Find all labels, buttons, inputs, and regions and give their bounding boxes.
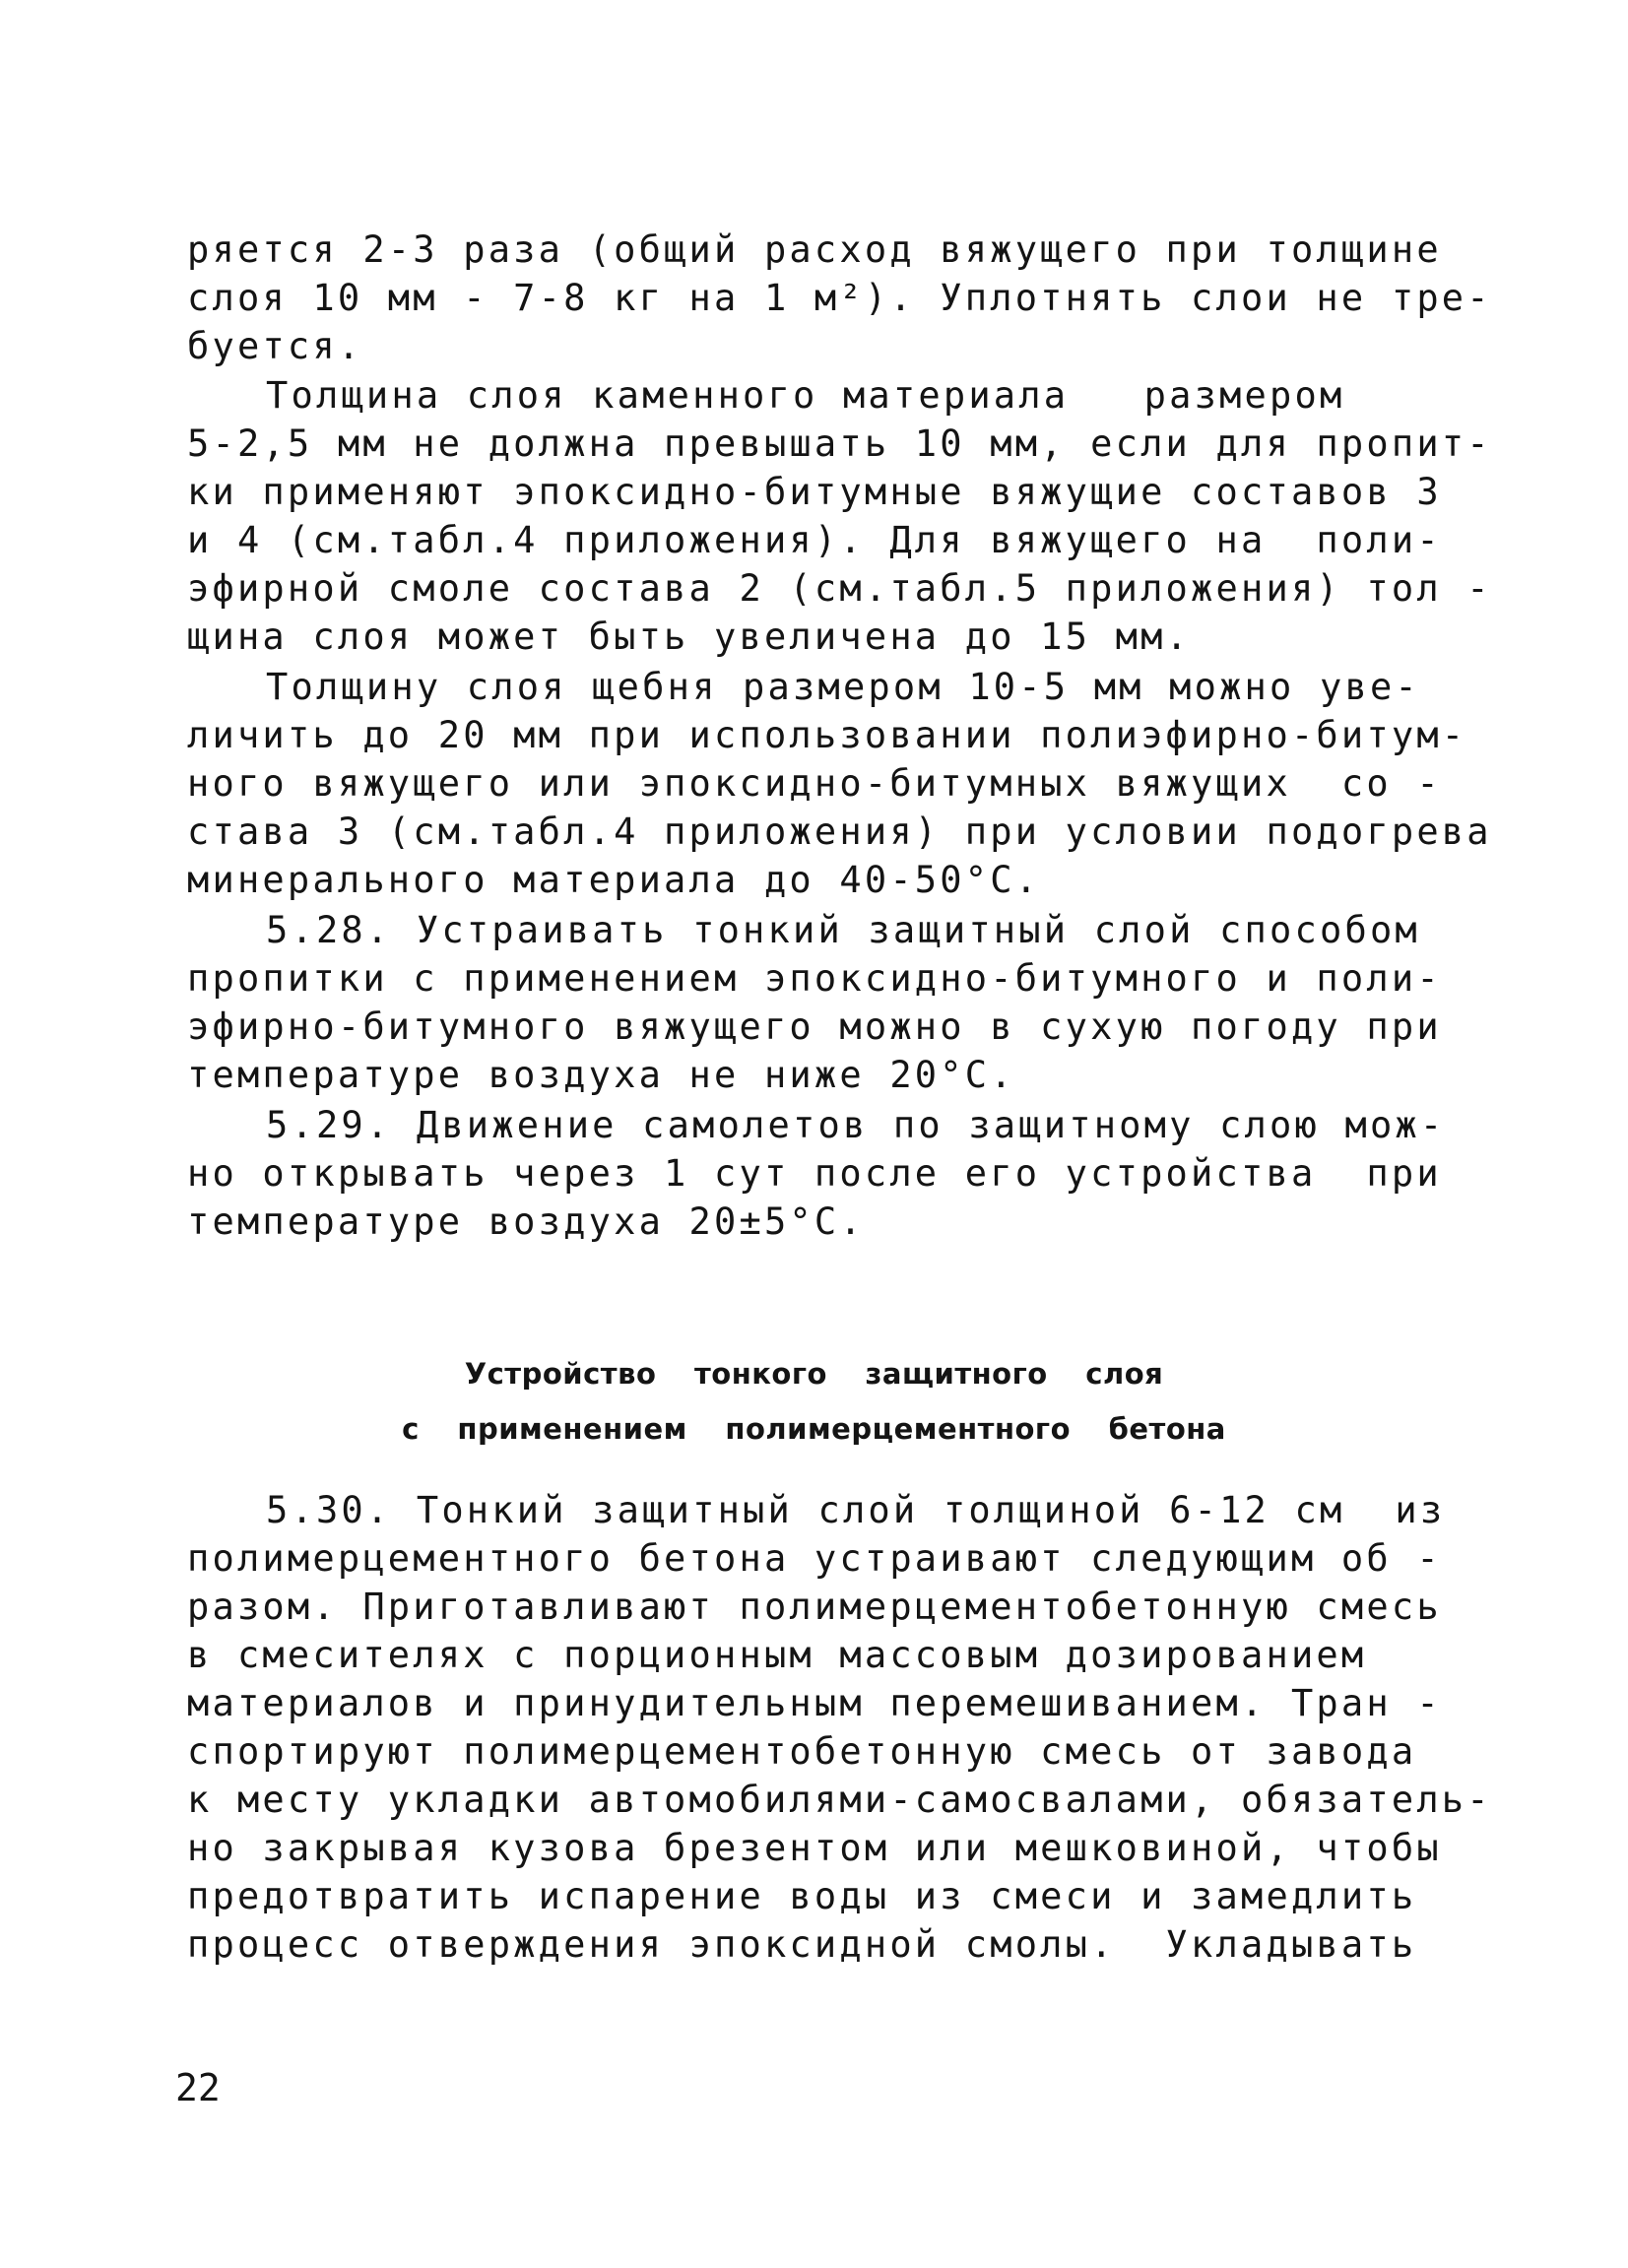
text-line: в смесителях с порционным массовым дозированием — [187, 1634, 1367, 1676]
text-line: к месту укладки автомобилями-самосвалами, обязатель- — [187, 1779, 1492, 1821]
text-line: щина слоя может быть увеличена до 15 мм. — [187, 616, 1192, 658]
text-line: 5-2,5 мм не должна превышать 10 мм, если для пропит- — [187, 422, 1492, 465]
section-heading-line-2: с применением полимерцементного бетона — [402, 1412, 1226, 1446]
text-line: Толщина слоя каменного материала размером — [266, 374, 1345, 417]
text-line: личить до 20 мм при использовании полиэфирно-битум- — [187, 714, 1467, 756]
text-line: спортируют полимерцементобетонную смесь от завода — [187, 1730, 1417, 1773]
text-line: температуре воздуха 20±5°С. — [187, 1200, 865, 1243]
text-line: 5.28. Устраивать тонкий защитный слой способом — [266, 909, 1420, 951]
text-line: пропитки с применением эпоксидно-битумного и поли- — [187, 957, 1442, 1000]
text-line: 5.30. Тонкий защитный слой толщиной 6-12 см из — [266, 1489, 1446, 1531]
text-line: но закрывая кузова брезентом или мешковиной, чтобы — [187, 1827, 1442, 1869]
text-line: буется. — [187, 325, 363, 367]
section-heading-line-1: Устройство тонкого защитного слоя — [464, 1357, 1164, 1391]
text-line: ки применяют эпоксидно-битумные вяжущие составов 3 — [187, 471, 1442, 513]
text-line: 5.29. Движение самолетов по защитному слою мож- — [266, 1104, 1446, 1146]
text-line: ного вяжущего или эпоксидно-битумных вяжущих со - — [187, 762, 1442, 805]
text-line: разом. Приготавливают полимерцементобетонную смесь — [187, 1586, 1442, 1628]
text-line: полимерцементного бетона устраивают следующим об - — [187, 1537, 1442, 1580]
text-line: материалов и принудительным перемешиванием. Тран - — [187, 1682, 1442, 1724]
text-line: Толщину слоя щебня размером 10-5 мм можно уве- — [266, 666, 1420, 708]
text-line: и 4 (см.табл.4 приложения). Для вяжущего на поли- — [187, 519, 1442, 561]
text-line: температуре воздуха не ниже 20°С. — [187, 1054, 1015, 1096]
text-line: предотвратить испарение воды из смеси и замедлить — [187, 1875, 1417, 1917]
text-line: става 3 (см.табл.4 приложения) при условии подогрева — [187, 810, 1492, 853]
text-line: процесс отверждения эпоксидной смолы. Укладывать — [187, 1923, 1417, 1966]
text-line: но открывать через 1 сут после его устройства при — [187, 1152, 1442, 1195]
text-line: ряется 2-3 раза (общий расход вяжущего при толщине — [187, 228, 1442, 271]
text-line: эфирно-битумного вяжущего можно в сухую погоду при — [187, 1005, 1442, 1048]
page-number: 22 — [175, 2066, 221, 2109]
text-line: слоя 10 мм - 7-8 кг на 1 м²). Уплотнять слои не тре- — [187, 277, 1492, 319]
text-line: минерального материала до 40-50°С. — [187, 859, 1041, 901]
text-line: эфирной смоле состава 2 (см.табл.5 приложения) тол - — [187, 567, 1492, 610]
